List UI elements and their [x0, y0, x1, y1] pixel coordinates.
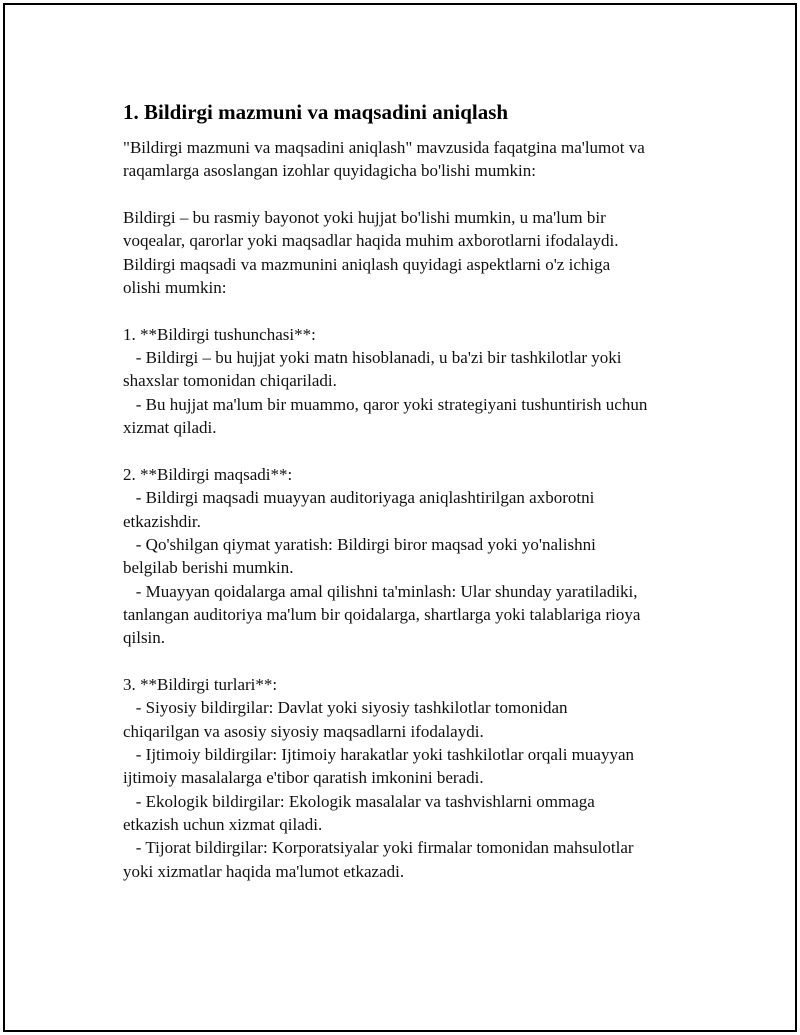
document-body: "Bildirgi mazmuni va maqsadini aniqlash" mavzusida faqatgina ma'lumot va raqamlarga asoslangan izohlar quyidagicha bo'lishi mumkin: Bildirgi – bu rasmiy bayonot yoki hujjat bo'lishi mumkin, u ma'lum bir voqealar, qarorlar yoki maqsadlar haqida muhim axborotlarni ifodalaydi. Bildirgi maqsadi va mazmunini aniqlash quyidagi aspektlarni o'z ichiga olishi mumkin: 1. **Bildirgi tushunchasi**: - Bildirgi – bu hujjat yoki matn hisoblanadi, u ba'zi bir tashkilotlar yoki shaxslar tomonidan chiqariladi. - Bu hujjat ma'lum bir muammo, qaror yoki strategiyani tushuntirish uchun xizmat qiladi. 2. **Bildirgi maqsadi**: - Bildirgi maqsadi muayyan auditoriyaga aniqlashtirilgan axborotni etkazishdir. - Qo'shilgan qiymat yaratish: Bildirgi biror maqsad yoki yo'nalishni belgilab berishi mumkin. - Muayyan qoidalarga amal qilishni ta'minlash: Ular shunday yaratiladiki, tanlangan auditoriya ma'lum bir qoidalarga, shartlarga yoki talablariga rioya qilsin. 3. **Bildirgi turlari**: - Siyosiy bildirgilar: Davlat yoki siyosiy tashkilotlar tomonidan chiqarilgan va asosiy siyosiy maqsadlarni ifodalaydi. - Ijtimoiy bildirgilar: Ijtimoiy harakatlar yoki tashkilotlar orqali muayyan ijtimoiy masalalarga e'tibor qaratish imkonini beradi. - Ekologik bildirgilar: Ekologik masalalar va tashvishlarni ommaga etkazish uchun xizmat qiladi. - Tijorat bildirgilar: Korporatsiyalar yoki firmalar tomonidan mahsulotlar yoki xizmatlar haqida ma'lumot etkazadi.: [123, 138, 648, 881]
document-title: 1. Bildirgi mazmuni va maqsadini aniqlash: [123, 100, 509, 124]
document-content: [123, 98, 713, 883]
document-page: [3, 3, 797, 1032]
